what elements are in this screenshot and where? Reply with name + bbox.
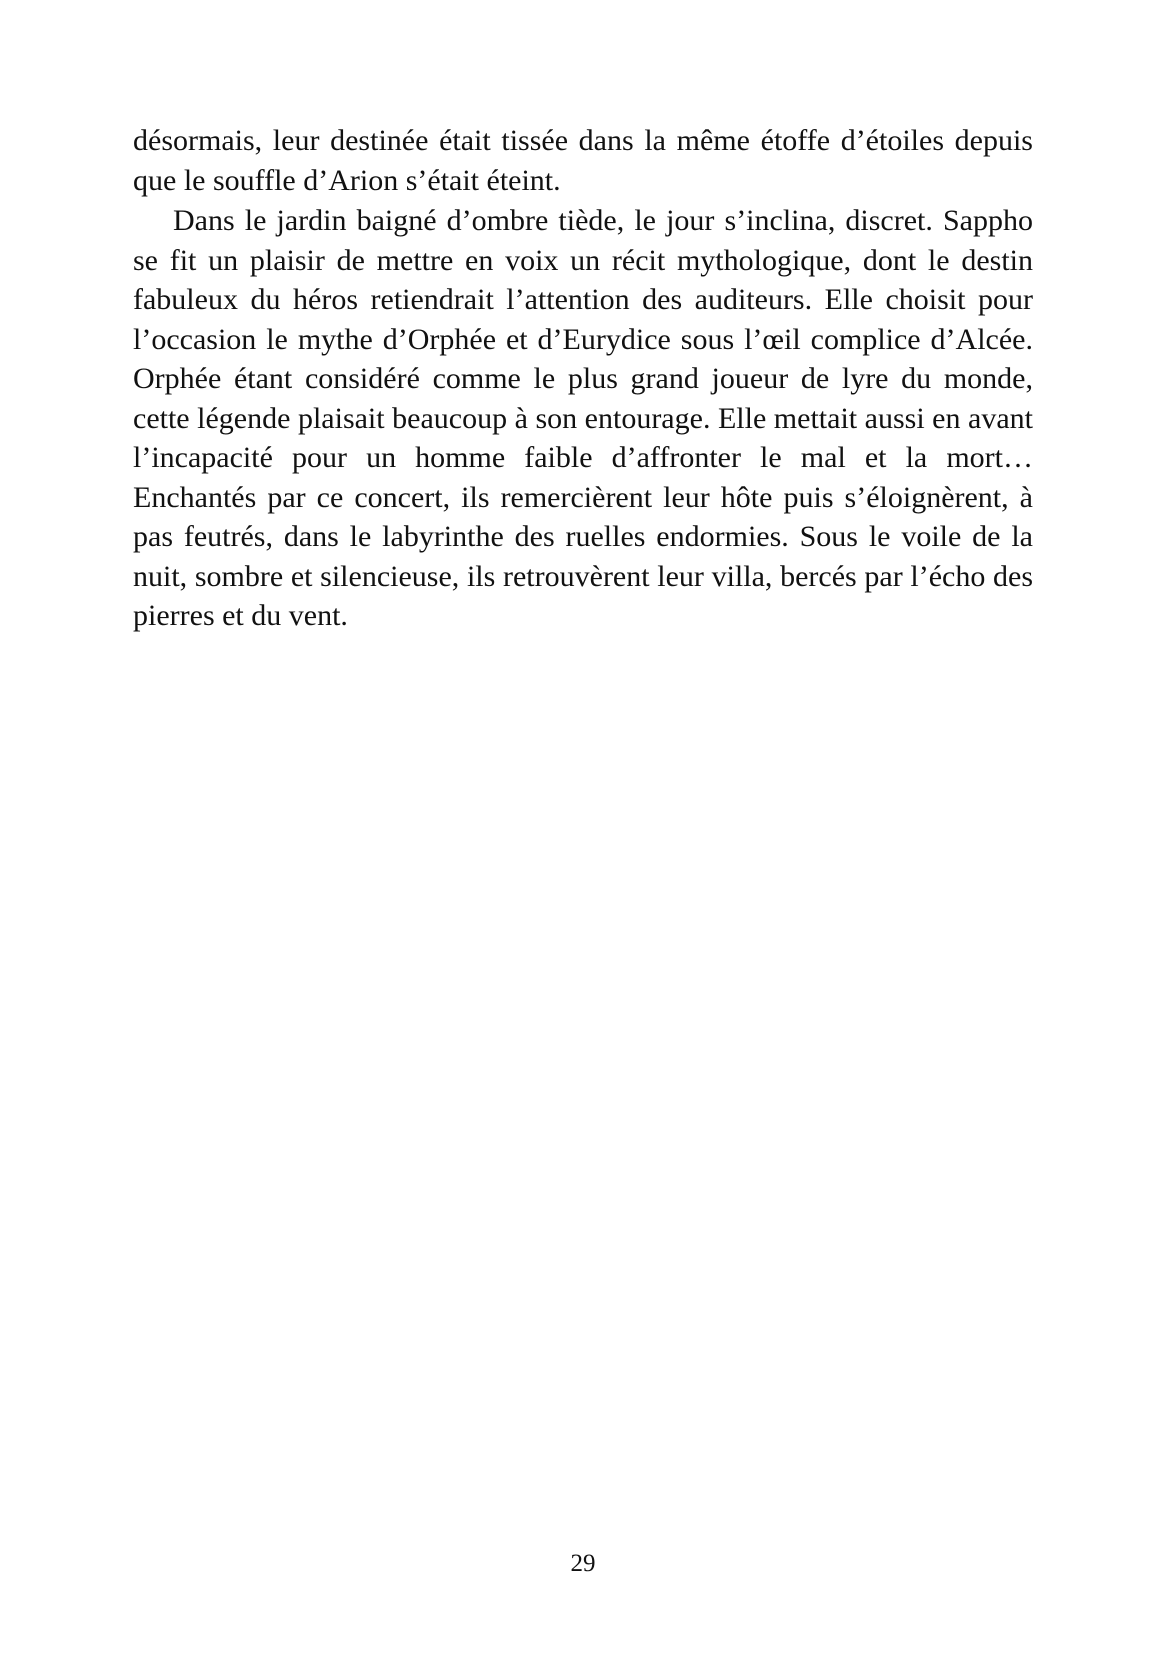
body-text [133, 121, 1033, 636]
paragraph-continuation: désormais, leur destinée était tissée dans la même étoffe d’étoiles depuis que le souffle d’Arion s’était éteint. [133, 124, 1033, 197]
paragraph-garden-scene: Dans le jardin baigné d’ombre tiède, le jour s’inclina, discret. Sappho se fit un plaisir de mettre en voix un récit mythologique, dont le destin fabuleux du héros retiendrait l’attention des auditeurs. Elle choisit pour l’occasion le mythe d’Orphée et d’Eurydice sous l’œil complice d’Alcée. Orphée étant considéré comme le plus grand joueur de lyre du monde, cette légende plaisait beaucoup à son entourage. Elle mettait aussi en avant l’incapacité pour un homme faible d’affronter le mal et la mort… Enchantés par ce concert, ils remercièrent leur hôte puis s’éloignèrent, à pas feutrés, dans le labyrinthe des ruelles endormies. Sous le voile de la nuit, sombre et silencieuse, ils retrouvèrent leur villa, bercés par l’écho des pierres et du vent. [133, 204, 1033, 632]
page-number: 29 [570, 1550, 596, 1577]
